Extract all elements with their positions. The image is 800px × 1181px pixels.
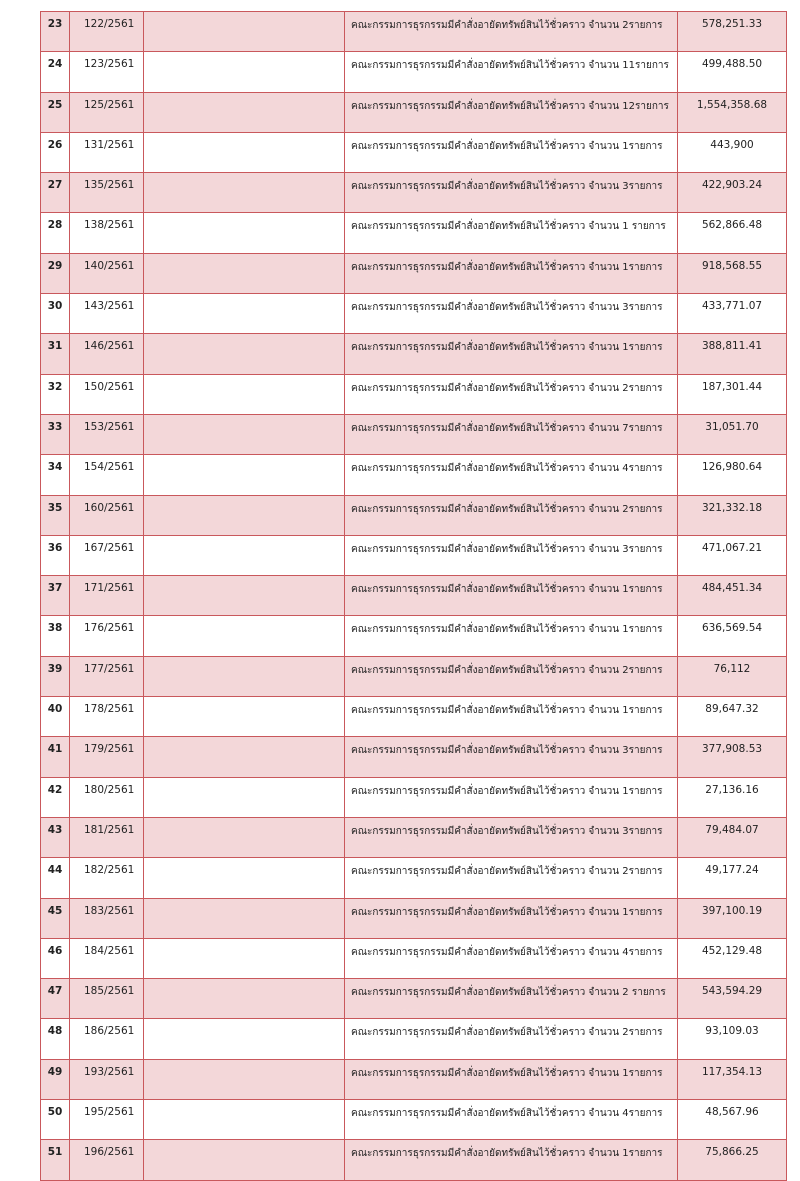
row-number-cell: 37	[41, 576, 70, 616]
amount-cell: 499,488.50	[678, 52, 787, 92]
order-reference-cell: 160/2561	[70, 495, 144, 535]
row-number-cell: 42	[41, 777, 70, 817]
blank-cell	[144, 858, 345, 898]
amount-cell: 321,332.18	[678, 495, 787, 535]
order-reference-cell: 167/2561	[70, 535, 144, 575]
order-reference-cell: 177/2561	[70, 656, 144, 696]
table-row	[41, 213, 787, 253]
amount-cell: 89,647.32	[678, 697, 787, 737]
description-cell: คณะกรรมการธุรกรรมมีคำสั่งอายัดทรัพย์สินไว้ชั่วคราว จำนวน 3รายการ	[345, 294, 678, 334]
table-row	[41, 92, 787, 132]
table-row	[41, 898, 787, 938]
table-row	[41, 294, 787, 334]
description-cell: คณะกรรมการธุรกรรมมีคำสั่งอายัดทรัพย์สินไว้ชั่วคราว จำนวน 1รายการ	[345, 334, 678, 374]
description-cell: คณะกรรมการธุรกรรมมีคำสั่งอายัดทรัพย์สินไว้ชั่วคราว จำนวน 2รายการ	[345, 858, 678, 898]
description-cell: คณะกรรมการธุรกรรมมีคำสั่งอายัดทรัพย์สินไว้ชั่วคราว จำนวน 1รายการ	[345, 253, 678, 293]
blank-cell	[144, 616, 345, 656]
blank-cell	[144, 737, 345, 777]
blank-cell	[144, 898, 345, 938]
row-number-cell: 46	[41, 938, 70, 978]
amount-cell: 126,980.64	[678, 455, 787, 495]
table-row	[41, 979, 787, 1019]
blank-cell	[144, 12, 345, 52]
blank-cell	[144, 414, 345, 454]
table-row	[41, 817, 787, 857]
order-reference-cell: 154/2561	[70, 455, 144, 495]
row-number-cell: 44	[41, 858, 70, 898]
row-number-cell: 36	[41, 535, 70, 575]
amount-cell: 75,866.25	[678, 1140, 787, 1180]
table-row	[41, 374, 787, 414]
row-number-cell: 50	[41, 1100, 70, 1140]
amount-cell: 543,594.29	[678, 979, 787, 1019]
amount-cell: 578,251.33	[678, 12, 787, 52]
amount-cell: 76,112	[678, 656, 787, 696]
blank-cell	[144, 374, 345, 414]
amount-cell: 117,354.13	[678, 1059, 787, 1099]
description-cell: คณะกรรมการธุรกรรมมีคำสั่งอายัดทรัพย์สินไว้ชั่วคราว จำนวน 2รายการ	[345, 1019, 678, 1059]
order-reference-cell: 186/2561	[70, 1019, 144, 1059]
order-reference-cell: 153/2561	[70, 414, 144, 454]
description-cell: คณะกรรมการธุรกรรมมีคำสั่งอายัดทรัพย์สินไว้ชั่วคราว จำนวน 7รายการ	[345, 414, 678, 454]
row-number-cell: 27	[41, 173, 70, 213]
row-number-cell: 34	[41, 455, 70, 495]
order-reference-cell: 183/2561	[70, 898, 144, 938]
order-reference-cell: 196/2561	[70, 1140, 144, 1180]
table-row	[41, 1059, 787, 1099]
table-row	[41, 1140, 787, 1180]
amount-cell: 79,484.07	[678, 817, 787, 857]
amount-cell: 187,301.44	[678, 374, 787, 414]
blank-cell	[144, 656, 345, 696]
order-reference-cell: 135/2561	[70, 173, 144, 213]
table-row	[41, 173, 787, 213]
description-cell: คณะกรรมการธุรกรรมมีคำสั่งอายัดทรัพย์สินไว้ชั่วคราว จำนวน 3รายการ	[345, 173, 678, 213]
amount-cell: 443,900	[678, 132, 787, 172]
order-reference-cell: 140/2561	[70, 253, 144, 293]
description-cell: คณะกรรมการธุรกรรมมีคำสั่งอายัดทรัพย์สินไว้ชั่วคราว จำนวน 1 รายการ	[345, 213, 678, 253]
row-number-cell: 45	[41, 898, 70, 938]
table-row	[41, 697, 787, 737]
table-row	[41, 1019, 787, 1059]
row-number-cell: 25	[41, 92, 70, 132]
amount-cell: 27,136.16	[678, 777, 787, 817]
amount-cell: 636,569.54	[678, 616, 787, 656]
amount-cell: 433,771.07	[678, 294, 787, 334]
description-cell: คณะกรรมการธุรกรรมมีคำสั่งอายัดทรัพย์สินไว้ชั่วคราว จำนวน 11รายการ	[345, 52, 678, 92]
amount-cell: 48,567.96	[678, 1100, 787, 1140]
row-number-cell: 39	[41, 656, 70, 696]
blank-cell	[144, 495, 345, 535]
row-number-cell: 43	[41, 817, 70, 857]
blank-cell	[144, 132, 345, 172]
row-number-cell: 38	[41, 616, 70, 656]
order-reference-cell: 146/2561	[70, 334, 144, 374]
amount-cell: 388,811.41	[678, 334, 787, 374]
amount-cell: 49,177.24	[678, 858, 787, 898]
blank-cell	[144, 294, 345, 334]
order-reference-cell: 176/2561	[70, 616, 144, 656]
row-number-cell: 32	[41, 374, 70, 414]
blank-cell	[144, 1019, 345, 1059]
order-reference-cell: 143/2561	[70, 294, 144, 334]
table-row	[41, 535, 787, 575]
description-cell: คณะกรรมการธุรกรรมมีคำสั่งอายัดทรัพย์สินไว้ชั่วคราว จำนวน 1รายการ	[345, 1059, 678, 1099]
amount-cell: 1,554,358.68	[678, 92, 787, 132]
row-number-cell: 31	[41, 334, 70, 374]
blank-cell	[144, 1100, 345, 1140]
amount-cell: 31,051.70	[678, 414, 787, 454]
blank-cell	[144, 173, 345, 213]
description-cell: คณะกรรมการธุรกรรมมีคำสั่งอายัดทรัพย์สินไว้ชั่วคราว จำนวน 4รายการ	[345, 455, 678, 495]
order-reference-cell: 171/2561	[70, 576, 144, 616]
description-cell: คณะกรรมการธุรกรรมมีคำสั่งอายัดทรัพย์สินไว้ชั่วคราว จำนวน 2รายการ	[345, 495, 678, 535]
blank-cell	[144, 938, 345, 978]
amount-cell: 377,908.53	[678, 737, 787, 777]
table-row	[41, 616, 787, 656]
order-reference-cell: 195/2561	[70, 1100, 144, 1140]
order-reference-cell: 138/2561	[70, 213, 144, 253]
row-number-cell: 23	[41, 12, 70, 52]
order-reference-cell: 179/2561	[70, 737, 144, 777]
description-cell: คณะกรรมการธุรกรรมมีคำสั่งอายัดทรัพย์สินไว้ชั่วคราว จำนวน 1รายการ	[345, 898, 678, 938]
order-reference-cell: 123/2561	[70, 52, 144, 92]
table-row	[41, 938, 787, 978]
table-row	[41, 132, 787, 172]
blank-cell	[144, 817, 345, 857]
description-cell: คณะกรรมการธุรกรรมมีคำสั่งอายัดทรัพย์สินไว้ชั่วคราว จำนวน 4รายการ	[345, 938, 678, 978]
amount-cell: 93,109.03	[678, 1019, 787, 1059]
description-cell: คณะกรรมการธุรกรรมมีคำสั่งอายัดทรัพย์สินไว้ชั่วคราว จำนวน 1รายการ	[345, 616, 678, 656]
table-row	[41, 253, 787, 293]
table-row	[41, 858, 787, 898]
row-number-cell: 29	[41, 253, 70, 293]
description-cell: คณะกรรมการธุรกรรมมีคำสั่งอายัดทรัพย์สินไว้ชั่วคราว จำนวน 1รายการ	[345, 1140, 678, 1180]
blank-cell	[144, 334, 345, 374]
blank-cell	[144, 1140, 345, 1180]
order-reference-cell: 184/2561	[70, 938, 144, 978]
blank-cell	[144, 979, 345, 1019]
table-row	[41, 414, 787, 454]
row-number-cell: 41	[41, 737, 70, 777]
description-cell: คณะกรรมการธุรกรรมมีคำสั่งอายัดทรัพย์สินไว้ชั่วคราว จำนวน 2รายการ	[345, 12, 678, 52]
table-row	[41, 52, 787, 92]
blank-cell	[144, 576, 345, 616]
row-number-cell: 24	[41, 52, 70, 92]
amount-cell: 452,129.48	[678, 938, 787, 978]
order-reference-cell: 131/2561	[70, 132, 144, 172]
row-number-cell: 51	[41, 1140, 70, 1180]
description-cell: คณะกรรมการธุรกรรมมีคำสั่งอายัดทรัพย์สินไว้ชั่วคราว จำนวน 1รายการ	[345, 697, 678, 737]
row-number-cell: 49	[41, 1059, 70, 1099]
blank-cell	[144, 697, 345, 737]
blank-cell	[144, 455, 345, 495]
blank-cell	[144, 213, 345, 253]
table-row	[41, 495, 787, 535]
description-cell: คณะกรรมการธุรกรรมมีคำสั่งอายัดทรัพย์สินไว้ชั่วคราว จำนวน 3รายการ	[345, 817, 678, 857]
description-cell: คณะกรรมการธุรกรรมมีคำสั่งอายัดทรัพย์สินไว้ชั่วคราว จำนวน 1รายการ	[345, 132, 678, 172]
table-row	[41, 455, 787, 495]
order-reference-cell: 150/2561	[70, 374, 144, 414]
blank-cell	[144, 92, 345, 132]
row-number-cell: 26	[41, 132, 70, 172]
row-number-cell: 40	[41, 697, 70, 737]
description-cell: คณะกรรมการธุรกรรมมีคำสั่งอายัดทรัพย์สินไว้ชั่วคราว จำนวน 3รายการ	[345, 535, 678, 575]
order-reference-cell: 125/2561	[70, 92, 144, 132]
description-cell: คณะกรรมการธุรกรรมมีคำสั่งอายัดทรัพย์สินไว้ชั่วคราว จำนวน 3รายการ	[345, 737, 678, 777]
amount-cell: 562,866.48	[678, 213, 787, 253]
order-reference-cell: 193/2561	[70, 1059, 144, 1099]
blank-cell	[144, 777, 345, 817]
description-cell: คณะกรรมการธุรกรรมมีคำสั่งอายัดทรัพย์สินไว้ชั่วคราว จำนวน 1รายการ	[345, 777, 678, 817]
row-number-cell: 28	[41, 213, 70, 253]
order-reference-cell: 182/2561	[70, 858, 144, 898]
order-reference-cell: 181/2561	[70, 817, 144, 857]
blank-cell	[144, 52, 345, 92]
order-reference-cell: 185/2561	[70, 979, 144, 1019]
table-row	[41, 334, 787, 374]
amount-cell: 484,451.34	[678, 576, 787, 616]
asset-seizure-table	[40, 11, 787, 1181]
blank-cell	[144, 535, 345, 575]
row-number-cell: 47	[41, 979, 70, 1019]
order-reference-cell: 178/2561	[70, 697, 144, 737]
description-cell: คณะกรรมการธุรกรรมมีคำสั่งอายัดทรัพย์สินไว้ชั่วคราว จำนวน 2รายการ	[345, 656, 678, 696]
amount-cell: 422,903.24	[678, 173, 787, 213]
order-reference-cell: 122/2561	[70, 12, 144, 52]
row-number-cell: 35	[41, 495, 70, 535]
amount-cell: 918,568.55	[678, 253, 787, 293]
description-cell: คณะกรรมการธุรกรรมมีคำสั่งอายัดทรัพย์สินไว้ชั่วคราว จำนวน 4รายการ	[345, 1100, 678, 1140]
row-number-cell: 33	[41, 414, 70, 454]
table-row	[41, 656, 787, 696]
blank-cell	[144, 253, 345, 293]
description-cell: คณะกรรมการธุรกรรมมีคำสั่งอายัดทรัพย์สินไว้ชั่วคราว จำนวน 2 รายการ	[345, 979, 678, 1019]
description-cell: คณะกรรมการธุรกรรมมีคำสั่งอายัดทรัพย์สินไว้ชั่วคราว จำนวน 2รายการ	[345, 374, 678, 414]
row-number-cell: 48	[41, 1019, 70, 1059]
table-row	[41, 576, 787, 616]
amount-cell: 397,100.19	[678, 898, 787, 938]
table-row	[41, 12, 787, 52]
table-row	[41, 777, 787, 817]
table-body	[41, 12, 787, 1181]
row-number-cell: 30	[41, 294, 70, 334]
blank-cell	[144, 1059, 345, 1099]
description-cell: คณะกรรมการธุรกรรมมีคำสั่งอายัดทรัพย์สินไว้ชั่วคราว จำนวน 1รายการ	[345, 576, 678, 616]
table-row	[41, 737, 787, 777]
amount-cell: 471,067.21	[678, 535, 787, 575]
description-cell: คณะกรรมการธุรกรรมมีคำสั่งอายัดทรัพย์สินไว้ชั่วคราว จำนวน 12รายการ	[345, 92, 678, 132]
table-row	[41, 1100, 787, 1140]
order-reference-cell: 180/2561	[70, 777, 144, 817]
